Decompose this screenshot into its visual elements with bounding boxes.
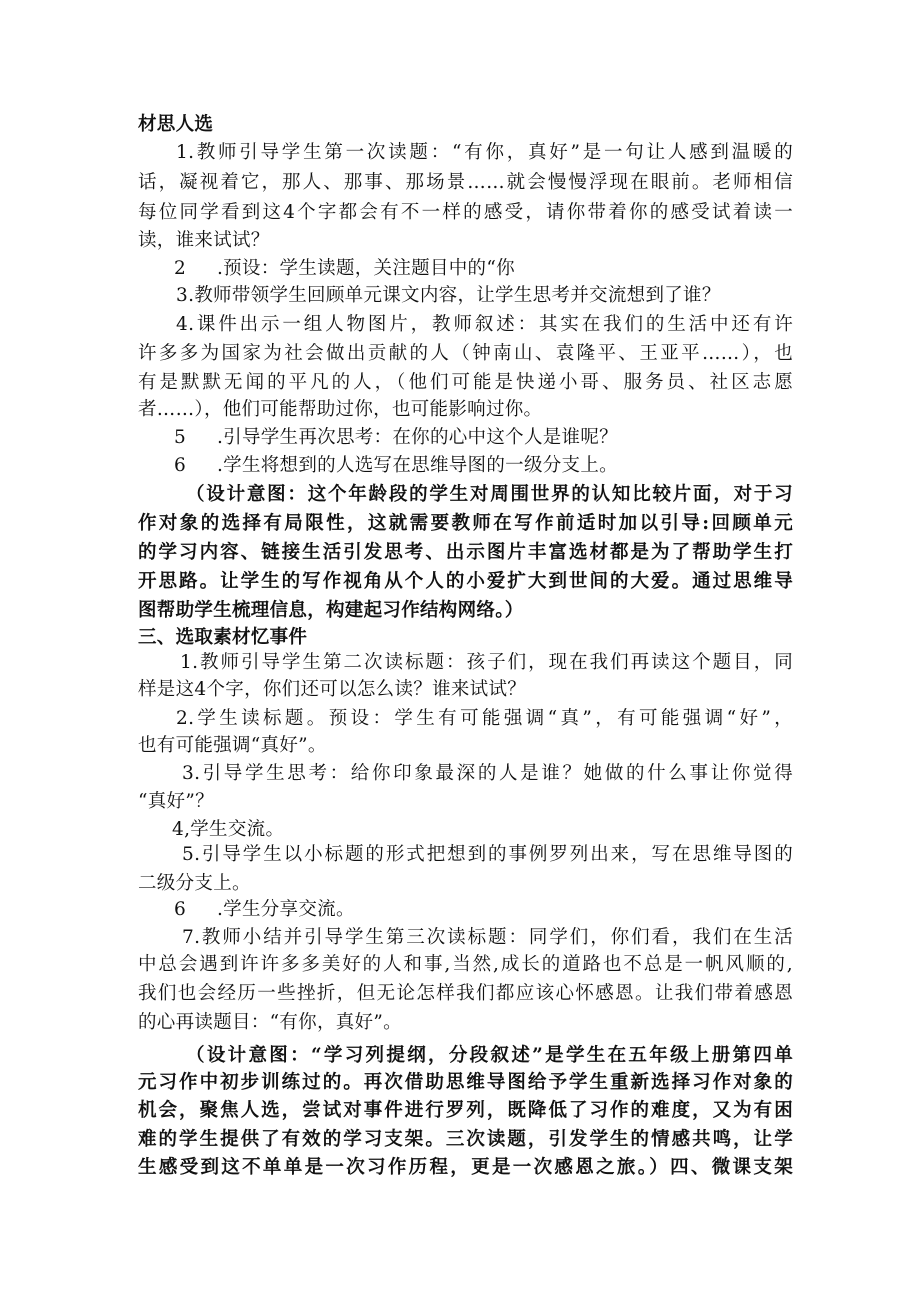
text-line: （设计意图：“学习列提纲，分段叙述”是学生在五年级上册第四单 [186, 1045, 793, 1066]
text-line: 难的学生提供了有效的学习支架。三次读题，引发学生的情感共鸣，让学 [138, 1129, 793, 1150]
text-line: 5.引导学生以小标题的形式把想到的事例罗列出来，写在思维导图的 [182, 844, 793, 865]
text-line: 3.教师带领学生回顾单元课文内容，让学生思考并交流想到了谁？ [176, 285, 721, 306]
text-line: 有是默默无闻的平凡的人，（他们可能是快递小哥、服务员、社区志愿 [138, 372, 793, 393]
text-line: 开思路。让学生的写作视角从个人的小爱扩大到世间的大爱。通过思维导 [138, 571, 793, 592]
text-line: 的心再读题目：“有你，真好”。 [138, 1012, 402, 1033]
text-line: “真好”？ [138, 791, 214, 812]
text-line: 机会，聚焦人选，尝试对事件进行罗列，既降低了习作的难度，又为有困 [138, 1100, 793, 1121]
text-line: 6 .学生将想到的人选写在思维导图的一级分支上。 [174, 455, 618, 476]
text-line: 三、选取素材忆事件 [138, 627, 308, 648]
text-line: 也有可能强调“真好”。 [138, 735, 327, 756]
text-line: 2.学生读标题。预设：学生有可能强调“真”，有可能强调“好”， [176, 708, 793, 729]
text-line: 元习作中初步训练过的。再次借助思维导图给予学生重新选择习作对象的 [138, 1072, 793, 1093]
text-line: 样是这4个字，你们还可以怎么读？谁来试试？ [138, 679, 527, 700]
text-line: 作对象的选择有局限性，这就需要教师在写作前适时加以引导:回顾单元 [138, 513, 793, 534]
text-line: 者……），他们可能帮助过你，也可能影响过你。 [138, 399, 543, 420]
text-line: 生感受到这不单单是一次习作历程，更是一次感恩之旅。）四、微课支架 [138, 1157, 793, 1178]
text-line: 我们也会经历一些挫折，但无论怎样我们都应该心怀感恩。让我们带着感恩 [138, 983, 793, 1004]
text-line: 7.教师小结并引导学生第三次读标题：同学们，你们看，我们在生活 [182, 927, 793, 948]
text-line: 3.引导学生思考：给你印象最深的人是谁？她做的什么事让你觉得 [182, 763, 793, 784]
text-line: 2 .预设：学生读题，关注题目中的“你 [174, 258, 515, 279]
text-line: 材思人选 [138, 114, 214, 135]
text-line: 二级分支上。 [138, 873, 251, 894]
text-line: 1.教师引导学生第二次读标题：孩子们，现在我们再读这个题目，同 [180, 652, 793, 673]
text-line: 4,学生交流。 [172, 819, 285, 840]
text-line: 话，凝视着它，那人、那事、那场景……就会慢慢浮现在眼前。老师相信 [138, 172, 793, 193]
text-line: 4.课件出示一组人物图片，教师叙述：其实在我们的生活中还有许 [176, 314, 793, 335]
text-line: 1.教师引导学生第一次读题：“有你，真好”是一句让人感到温暖的 [176, 142, 793, 163]
text-line: 5 .引导学生再次思考：在你的心中这个人是谁呢？ [174, 427, 618, 448]
text-line: 6 .学生分享交流。 [174, 899, 355, 920]
text-line: 每位同学看到这4个字都会有不一样的感受，请你带着你的感受试着读一 [138, 202, 793, 223]
text-line: 中总会遇到许许多多美好的人和事,当然,成长的道路也不总是一帆风顺的, [138, 954, 793, 975]
text-line: 许多多为国家为社会做出贡献的人（钟南山、袁隆平、王亚平……），也 [138, 343, 793, 364]
text-line: 读，谁来试试？ [138, 230, 270, 251]
text-line: 的学习内容、链接生活引发思考、出示图片丰富选材都是为了帮助学生打 [138, 542, 793, 563]
text-line: 图帮助学生梳理信息，构建起习作结构网络。） [138, 600, 524, 621]
text-line: （设计意图：这个年龄段的学生对周围世界的认知比较片面，对于习 [186, 484, 793, 505]
